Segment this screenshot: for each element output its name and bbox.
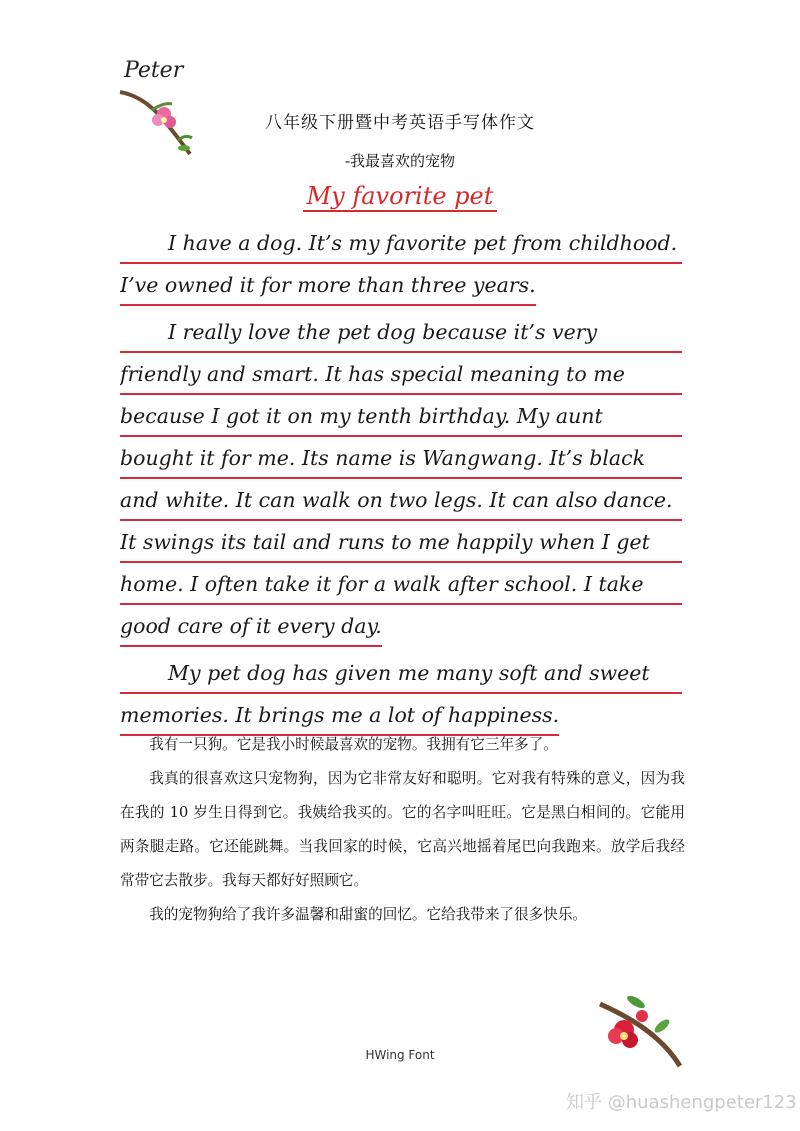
essay-line: It swings its tail and runs to me happily when I get: [120, 521, 682, 563]
essay-line: good care of it every day.: [120, 605, 382, 647]
essay-line: friendly and smart. It has special meaning to me: [120, 353, 682, 395]
essay-line: home. I often take it for a walk after school. I take: [120, 563, 682, 605]
essay-line: because I got it on my tenth birthday. My aunt: [120, 395, 682, 437]
essay-line: memories. It brings me a lot of happiness.: [120, 694, 559, 736]
logo-text: Peter: [124, 58, 184, 83]
essay-line: bought it for me. Its name is Wangwang. It’s black: [120, 437, 682, 479]
essay-title-text: My favorite pet: [303, 182, 498, 212]
essay-line: and white. It can walk on two legs. It can also dance.: [120, 479, 682, 521]
essay-line: I’ve owned it for more than three years.: [120, 264, 536, 306]
translation-paragraph: 我真的很喜欢这只宠物狗，因为它非常友好和聪明。它对我有特殊的意义，因为我在我的 10 岁生日得到它。我姨给我买的。它的名字叫旺旺。它是黑白相间的。它能用两条腿走路。它还能跳舞。当我回家的时候，它高兴地摇着尾巴向我跑来。放学后我经常带它去散步。我每天都好好照顾它。: [120, 770, 685, 889]
page-subtitle: -我最喜欢的宠物: [344, 152, 456, 170]
chinese-translation: [120, 728, 685, 932]
essay-line: My pet dog has given me many soft and sweet: [120, 652, 682, 694]
translation-paragraph: 我的宠物狗给了我许多温馨和甜蜜的回忆。它给我带来了很多快乐。: [149, 906, 588, 923]
essay-line: I have a dog. It’s my favorite pet from childhood.: [120, 222, 682, 264]
watermark: 知乎 @huashengpeter123: [566, 1092, 797, 1113]
essay-title: [0, 182, 800, 210]
page-title: 八年级下册暨中考英语手写体作文: [265, 113, 535, 133]
essay-body: [120, 222, 682, 741]
essay-line: I really love the pet dog because it’s very: [120, 311, 682, 353]
translation-paragraph: 我有一只狗。它是我小时候最喜欢的宠物。我拥有它三年多了。: [149, 736, 558, 753]
font-credit: HWing Font: [365, 1048, 435, 1062]
